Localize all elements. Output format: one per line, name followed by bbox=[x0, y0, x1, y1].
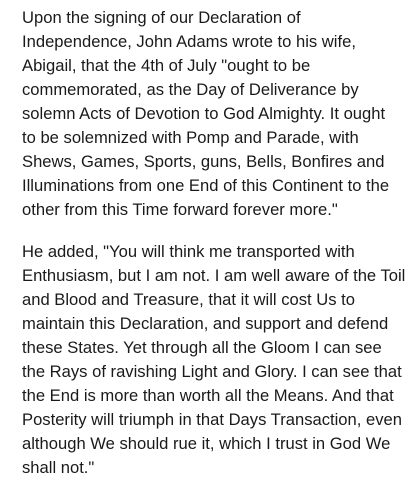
text-line: He added, "You will think me transported with bbox=[22, 242, 355, 261]
text-line: these States. Yet through all the Gloom I can see bbox=[22, 338, 382, 357]
text-line: commemorated, as the Day of Deliverance by bbox=[22, 80, 359, 99]
text-line: to be solemnized with Pomp and Parade, with bbox=[22, 128, 359, 147]
paragraph-spacer bbox=[22, 222, 414, 240]
text-line: Enthusiasm, but I am not. I am well aware of the Toil bbox=[22, 266, 406, 285]
text-line: and Blood and Treasure, that it will cost Us to bbox=[22, 290, 355, 309]
text-line: Illuminations from one End of this Continent to the bbox=[22, 176, 390, 195]
text-line: solemn Acts of Devotion to God Almighty. It ought bbox=[22, 104, 386, 123]
text-line: maintain this Declaration, and support and defend bbox=[22, 314, 389, 333]
text-line: Shews, Games, Sports, guns, Bells, Bonfires and bbox=[22, 152, 385, 171]
text-line: although We should rue it, which I trust in God We bbox=[22, 434, 391, 453]
text-line: Upon the signing of our Declaration of bbox=[22, 8, 301, 27]
text-line: the Rays of ravishing Light and Glory. I can see that bbox=[22, 362, 402, 381]
document-body bbox=[22, 6, 414, 480]
text-line: Abigail, that the 4th of July "ought to be bbox=[22, 56, 311, 75]
paragraph-1 bbox=[22, 6, 414, 222]
text-line: other from this Time forward forever more." bbox=[22, 200, 338, 219]
text-line: shall not." bbox=[22, 458, 95, 477]
paragraph-2 bbox=[22, 240, 414, 480]
text-line: Posterity will triumph in that Days Transaction, even bbox=[22, 410, 402, 429]
text-line: the End is more than worth all the Means. And that bbox=[22, 386, 394, 405]
text-line: Independence, John Adams wrote to his wife, bbox=[22, 32, 356, 51]
